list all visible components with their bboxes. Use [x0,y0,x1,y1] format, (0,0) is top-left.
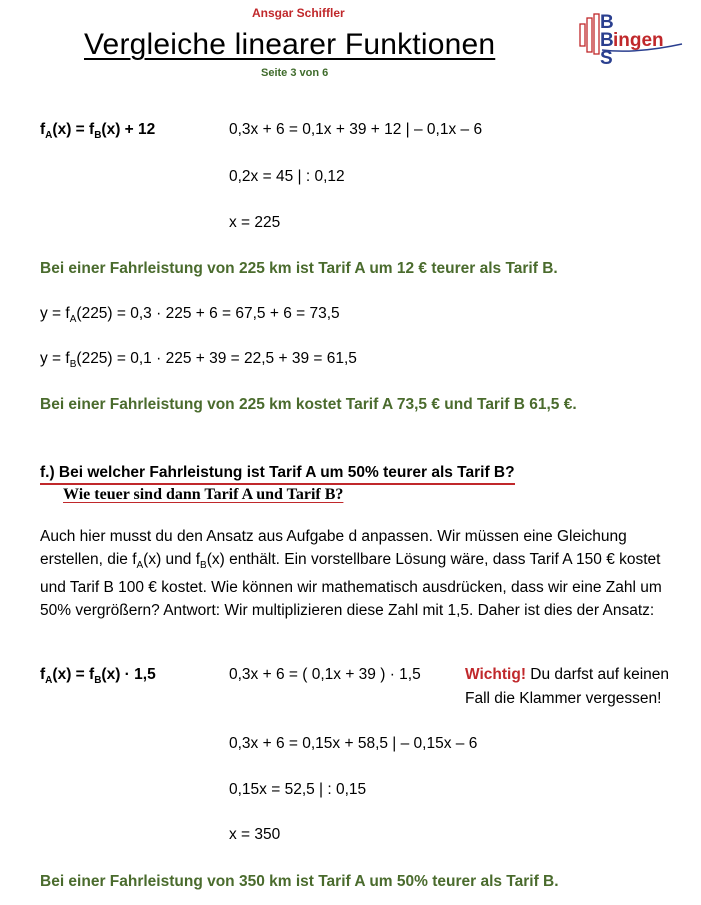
calc-y-tarif-a: $y = f_A(225) = 0,3 \cdot 225 + 6 = 67,5 + 6 = 73,5$ [40,305,340,326]
logo-letter-b2: B [600,30,614,51]
bbs-bingen-logo [576,10,688,66]
question-f-line-2: Wie teuer sind dann Tarif A und Tarif B? [63,486,344,503]
logo-letter-b1: B [600,12,614,33]
important-note-line-2: Fall die Klammer vergessen! [465,690,662,707]
explanation-paragraph: Auch hier musst du den Ansatz aus Aufgabe d anpassen. Wir müssen eine Gleichung erstellen, die $f_A(x)$ und $f_B(x)$ enthält. Ein vorstellbare Lösung wäre, dass Tarif A 150 € kostet und Tarif B 100 € kostet. Wie können wir mathematisch ausdrücken, dass wir eine Zahl um 50% vergrößern? Antwort: Wir multiplizieren diese Zahl mit 1,5. Daher ist dies der Ansatz: [40,528,662,619]
result-3: Bei einer Fahrleistung von 350 km ist Tarif A um 50% teurer als Tarif B. [40,873,559,890]
equation-2-step-1: 0,3x + 6 = ( 0,1x + 39 ) · 1,5 [229,666,421,683]
question-f-line-1: f.) Bei welcher Fahrleistung ist Tarif A um 50% teurer als Tarif B? [40,464,515,482]
equation-2-lhs: $f_A(x) = f_B(x) \cdot 1,5$ [40,666,156,687]
equation-2-step-4: x = 350 [229,826,281,843]
question-underline [40,483,515,485]
result-2: Bei einer Fahrleistung von 225 km kostet Tarif A 73,5 € und Tarif B 61,5 €. [40,396,577,413]
author-name: Ansgar Schiffler [252,6,345,20]
equation-1-step-3: x = 225 [229,214,281,231]
important-note-line-1: Wichtig! Du darfst auf keinen [465,666,670,683]
logo-word: ingen [613,30,664,51]
equation-2-step-2: 0,3x + 6 = 0,15x + 58,5 | – 0,15x – 6 [229,735,478,752]
logo-graphic [576,10,688,66]
calc-y-tarif-b: $y = f_B(225) = 0,1 \cdot 225 + 39 = 22,5 + 39 = 61,5$ [40,350,357,371]
logo-letter-s: S [600,48,613,66]
result-1: Bei einer Fahrleistung von 225 km ist Tarif A um 12 € teurer als Tarif B. [40,260,558,277]
page-title: Vergleiche linearer Funktionen [84,28,496,61]
page-counter: Seite 3 von 6 [261,67,329,79]
equation-1-step-1: 0,3x + 6 = 0,1x + 39 + 12 | – 0,1x – 6 [229,121,483,138]
equation-2-step-3: 0,15x = 52,5 | : 0,15 [229,781,367,798]
equation-1-lhs: $f_A(x) = f_B(x) + 12$ [40,121,156,142]
equation-1-step-2: 0,2x = 45 | : 0,12 [229,168,345,185]
